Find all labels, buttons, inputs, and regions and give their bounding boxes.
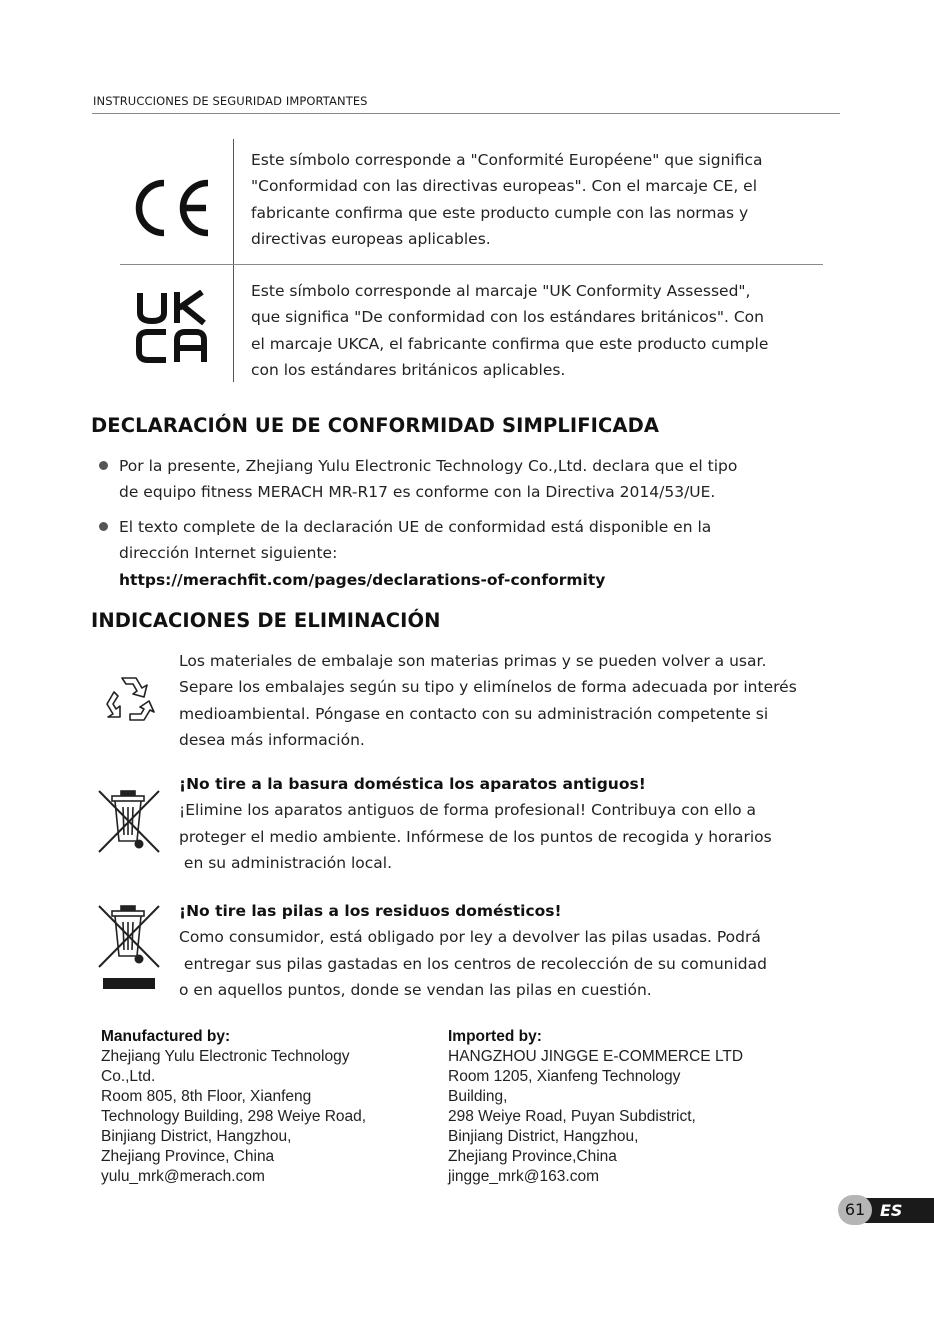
crossed-bin-icon (97, 789, 161, 855)
weee-description (179, 771, 819, 876)
recycle-description (179, 648, 819, 753)
marks-vertical-divider (233, 139, 234, 382)
ce-text-line: "Conformidad con las directivas europeas". Con el marcaje CE, el (251, 177, 758, 196)
declaration-bullet-2 (119, 514, 819, 593)
manufacturer-label: Manufactured by: (101, 1028, 231, 1045)
ce-logo (130, 178, 212, 238)
importer-block (448, 1027, 768, 1187)
marks-horizontal-divider (120, 264, 823, 265)
importer-line: Room 1205, Xianfeng Technology (448, 1068, 681, 1085)
bullet-line: El texto complete de la declaración UE de conformidad está disponible en la (119, 518, 712, 536)
language-label: ES (880, 1201, 903, 1220)
disposal-heading: INDICACIONES DE ELIMINACIÓN (91, 609, 441, 632)
page-header-title: INSTRUCCIONES DE SEGURIDAD IMPORTANTES (93, 94, 368, 108)
ukca-text-line: el marcaje UKCA, el fabricante confirma que este producto cumple (251, 334, 769, 353)
ukca-description (251, 278, 811, 383)
recycle-icon (100, 670, 158, 728)
recycle-text-line: medioambiental. Póngase en contacto con su administración competente si (179, 704, 769, 723)
importer-line: Binjiang District, Hangzhou, (448, 1128, 639, 1145)
recycle-text-line: Separe los embalajes según su tipo y elimínelos de forma adecuada por interés (179, 678, 797, 697)
ce-text-line: Este símbolo corresponde a "Conformité Européene" que significa (251, 151, 763, 169)
bullet-line: dirección Internet siguiente: (119, 544, 338, 563)
declaration-url-link[interactable]: https://merachfit.com/pages/declarations-of-conformity (119, 570, 606, 589)
declaration-heading: DECLARACIÓN UE DE CONFORMIDAD SIMPLIFICADA (91, 414, 660, 437)
bullet-line: Por la presente, Zhejiang Yulu Electronic Technology Co.,Ltd. declara que el tipo (119, 457, 738, 475)
bullet-dot (99, 522, 108, 531)
manufacturer-block (101, 1027, 421, 1187)
ce-text-line: fabricante confirma que este producto cumple con las normas y (251, 203, 749, 222)
ukca-text-line: Este símbolo corresponde al marcaje "UK Conformity Assessed", (251, 282, 751, 300)
manufacturer-line: Room 805, 8th Floor, Xianfeng (101, 1088, 312, 1105)
ukca-text-line: con los estándares británicos aplicables. (251, 360, 566, 379)
bullet-line: de equipo fitness MERACH MR-R17 es conforme con la Directiva 2014/53/UE. (119, 483, 716, 502)
recycle-text-line: Los materiales de embalaje son materias primas y se pueden volver a usar. (179, 652, 767, 670)
importer-label: Imported by: (448, 1028, 542, 1045)
weee-text-line: proteger el medio ambiente. Infórmese de los puntos de recogida y horarios (179, 827, 772, 846)
manufacturer-line: Co.,Ltd. (101, 1068, 156, 1085)
ce-description (251, 147, 811, 252)
importer-email[interactable]: jingge_mrk@163.com (448, 1168, 599, 1185)
importer-line: Building, (448, 1088, 508, 1105)
declaration-bullet-1 (119, 453, 819, 506)
ce-text-line: directivas europeas aplicables. (251, 229, 491, 248)
battery-description (179, 898, 819, 1003)
battery-title: ¡No tire las pilas a los residuos domésticos! (179, 902, 562, 920)
recycle-text-line: desea más información. (179, 730, 365, 749)
battery-text-line: Como consumidor, está obligado por ley a devolver las pilas usadas. Podrá (179, 928, 761, 947)
manufacturer-line: Zhejiang Province, China (101, 1148, 275, 1165)
weee-title: ¡No tire a la basura doméstica los aparatos antiguos! (179, 775, 646, 793)
ukca-logo (136, 290, 210, 364)
page-number-badge: 61 (838, 1195, 872, 1225)
crossed-bin-battery-icon (97, 904, 161, 990)
importer-line: Zhejiang Province,China (448, 1148, 617, 1165)
battery-text-line: o en aquellos puntos, donde se vendan las pilas en cuestión. (179, 980, 652, 999)
bullet-dot (99, 461, 108, 470)
manufacturer-line: Zhejiang Yulu Electronic Technology (101, 1048, 350, 1065)
battery-text-line: entregar sus pilas gastadas en los centros de recolección de su comunidad (179, 954, 767, 973)
weee-text-line: en su administración local. (179, 853, 393, 872)
ukca-text-line: que significa "De conformidad con los estándares británicos". Con (251, 308, 764, 327)
manufacturer-email[interactable]: yulu_mrk@merach.com (101, 1168, 265, 1185)
manufacturer-line: Technology Building, 298 Weiye Road, (101, 1108, 367, 1125)
importer-line: HANGZHOU JINGGE E-COMMERCE LTD (448, 1048, 744, 1065)
manufacturer-line: Binjiang District, Hangzhou, (101, 1128, 292, 1145)
header-divider (92, 113, 840, 114)
weee-text-line: ¡Elimine los aparatos antiguos de forma profesional! Contribuya con ello a (179, 801, 757, 820)
importer-line: 298 Weiye Road, Puyan Subdistrict, (448, 1108, 696, 1125)
